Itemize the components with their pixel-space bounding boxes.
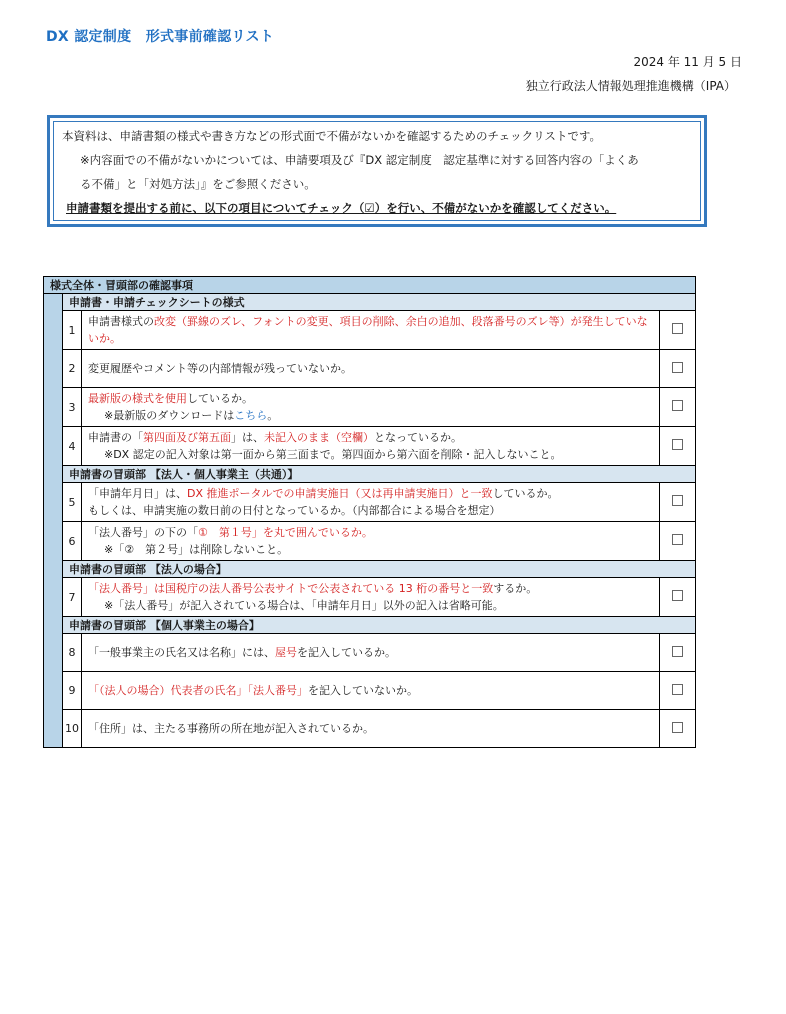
- item-number: 4: [63, 427, 82, 466]
- checkbox-7[interactable]: [660, 578, 696, 617]
- table-row: [44, 672, 696, 710]
- checkbox-4[interactable]: [660, 427, 696, 466]
- item-number: 7: [63, 578, 82, 617]
- item-text: 「法人番号」は国税庁の法人番号公表サイトで公表されている 13 桁の番号と一致するか。 ※「法人番号」が記入されている場合は、「申請年月日」以外の記入は省略可能。: [82, 578, 660, 617]
- organization-name: 独立行政法人情報処理推進機構（IPA）: [525, 79, 736, 93]
- notice-box: [47, 115, 707, 227]
- checkbox-box[interactable]: [672, 495, 683, 506]
- notice-line-1: 本資料は、申請書類の様式や書き方などの形式面で不備がないかを確認するためのチェックリストです。: [62, 129, 601, 143]
- checkbox-9[interactable]: [660, 672, 696, 710]
- item-number: 9: [63, 672, 82, 710]
- checkbox-8[interactable]: [660, 634, 696, 672]
- page-title: DX 認定制度 形式事前確認リスト: [46, 29, 275, 45]
- checkbox-5[interactable]: [660, 483, 696, 522]
- checkbox-10[interactable]: [660, 710, 696, 748]
- table-row: [44, 350, 696, 388]
- table-row: [44, 522, 696, 561]
- checkbox-3[interactable]: [660, 388, 696, 427]
- checkbox-box[interactable]: [672, 534, 683, 545]
- item-number: 3: [63, 388, 82, 427]
- item-number: 8: [63, 634, 82, 672]
- item-text: 申請書の「第四面及び第五面」は、未記入のまま（空欄）となっているか。 ※DX 認定の記入対象は第一面から第三面まで。第四面から第六面を削除・記入しないこと。: [82, 427, 660, 466]
- table-row: [44, 483, 696, 522]
- table-row: [44, 634, 696, 672]
- checkbox-1[interactable]: [660, 311, 696, 350]
- checkbox-box[interactable]: [672, 323, 683, 334]
- table-row: [44, 388, 696, 427]
- item-text: 申請書様式の改変（罫線のズレ、フォントの変更、項目の削除、余白の追加、段落番号のズレ等）が発生していないか。: [82, 311, 660, 350]
- subsection-common: 申請書の冒頭部 【法人・個人事業主（共通）】: [63, 466, 696, 483]
- item-text: 最新版の様式を使用しているか。 ※最新版のダウンロードはこちら。: [82, 388, 660, 427]
- table-row: [44, 427, 696, 466]
- notice-instruction: 申請書類を提出する前に、以下の項目についてチェック（☑）を行い、不備がないかを確認してください。: [66, 201, 617, 215]
- item-text: 「住所」は、主たる事務所の所在地が記入されているか。: [82, 710, 660, 748]
- download-link[interactable]: こちら: [234, 409, 268, 422]
- notice-line-2: ※内容面での不備がないかについては、申請要項及び『DX 認定制度 認定基準に対する回答内容の「よくあ: [80, 153, 639, 167]
- checkbox-box[interactable]: [672, 400, 683, 411]
- document-date: 2024 年 11 月 5 日: [633, 55, 742, 69]
- section-header: 様式全体・冒頭部の確認事項: [44, 277, 696, 294]
- item-text: 変更履歴やコメント等の内部情報が残っていないか。: [82, 350, 660, 388]
- subsection-sole-proprietor: 申請書の冒頭部 【個人事業主の場合】: [63, 617, 696, 634]
- item-text: 「（法人の場合）代表者の氏名」「法人番号」を記入していないか。: [82, 672, 660, 710]
- section-indent: [44, 294, 63, 748]
- item-number: 5: [63, 483, 82, 522]
- checkbox-box[interactable]: [672, 646, 683, 657]
- item-number: 6: [63, 522, 82, 561]
- checklist-table: [43, 276, 696, 748]
- item-text: 「一般事業主の氏名又は名称」には、屋号を記入しているか。: [82, 634, 660, 672]
- item-text: 「法人番号」の下の「① 第１号」を丸で囲んでいるか。 ※「② 第２号」は削除しないこと。: [82, 522, 660, 561]
- table-row: [44, 578, 696, 617]
- checkbox-box[interactable]: [672, 439, 683, 450]
- subsection-corporation: 申請書の冒頭部 【法人の場合】: [63, 561, 696, 578]
- subsection-format: 申請書・申請チェックシートの様式: [63, 294, 696, 311]
- checkbox-2[interactable]: [660, 350, 696, 388]
- item-text: 「申請年月日」は、DX 推進ポータルでの申請実施日（又は再申請実施日）と一致しているか。 もしくは、申請実施の数日前の日付となっているか。（内部都合による場合を想定）: [82, 483, 660, 522]
- checkbox-6[interactable]: [660, 522, 696, 561]
- item-number: 2: [63, 350, 82, 388]
- checkbox-box[interactable]: [672, 684, 683, 695]
- checkbox-box[interactable]: [672, 722, 683, 733]
- checkbox-box[interactable]: [672, 362, 683, 373]
- checkbox-box[interactable]: [672, 590, 683, 601]
- table-row: [44, 710, 696, 748]
- notice-line-3: る不備」と「対処方法」』をご参照ください。: [80, 177, 316, 191]
- table-row: [44, 311, 696, 350]
- item-number: 1: [63, 311, 82, 350]
- item-number: 10: [63, 710, 82, 748]
